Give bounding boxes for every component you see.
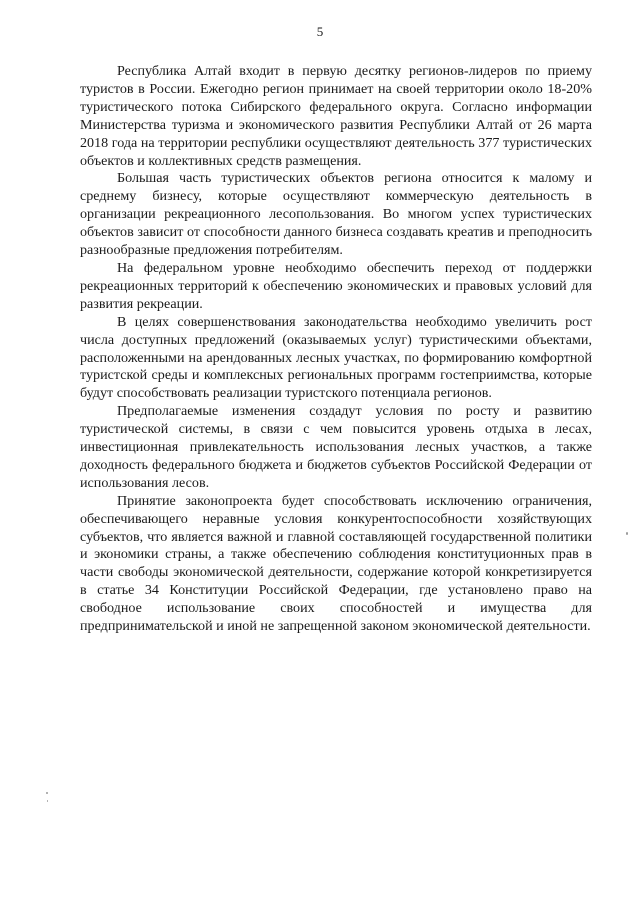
paragraph-small-business: Большая часть туристических объектов региона относится к малому и среднему бизнесу, которые осуществляют коммерческую деятельность в организации рекреационного лесопользования. Во многом успех туристических объектов зависит от способности данного бизнеса создавать креатив и преподносить разнообразные предложения потребителям. xyxy=(80,170,592,259)
paragraph-bill-adoption: Принятие законопроекта будет способствовать исключению ограничения, обеспечивающего неравные условия конкурентоспособности хозяйствующих субъектов, что является важной и главной составляющей государственной политики и экономики страны, а также обеспечению соблюдения конституционных прав в части свободы экономической деятельности, содержание которой конкретизируется в статье 34 Конституции Российской Федерации, где установлено право на свободное использование своих способностей и имущества для предпринимательской и иной не запрещенной законом экономической деятельности. xyxy=(80,492,592,635)
paragraph-legislation-improvement: В целях совершенствования законодательства необходимо увеличить рост числа доступных предложений (оказываемых услуг) туристическими объектами, расположенными на арендованных лесных участках, по формированию комфортной туристской среды и комплексных региональных программ гостеприимства, которые будут способствовать реализации туристского потенциала регионов. xyxy=(80,313,592,402)
document-body xyxy=(80,63,592,636)
paragraph-federal-level: На федеральном уровне необходимо обеспечить переход от поддержки рекреационных территорий к обеспечению экономических и правовых условий для развития рекреации. xyxy=(80,259,592,312)
scan-speck xyxy=(47,800,48,802)
scan-speck xyxy=(626,532,628,535)
paragraph-expected-changes: Предполагаемые изменения создадут условия по росту и развитию туристической системы, в связи с чем повысится уровень отдыха в лесах, инвестиционная привлекательность использования лесных участков, а также доходность федерального бюджета и бюджетов субъектов Российской Федерации от использования лесов. xyxy=(80,403,592,491)
paragraph-altai-tourism: Республика Алтай входит в первую десятку регионов-лидеров по приему туристов в России. Ежегодно регион принимает на своей территории около 18-20% туристического потока Сибирского федерального округа. Согласно информации Министерства туризма и экономического развития Республики Алтай от 26 марта 2018 года на территории республики осуществляют деятельность 377 туристических объектов и коллективных средств размещения. xyxy=(80,63,592,169)
scan-speck xyxy=(46,792,48,794)
page-number: 5 xyxy=(316,24,324,39)
